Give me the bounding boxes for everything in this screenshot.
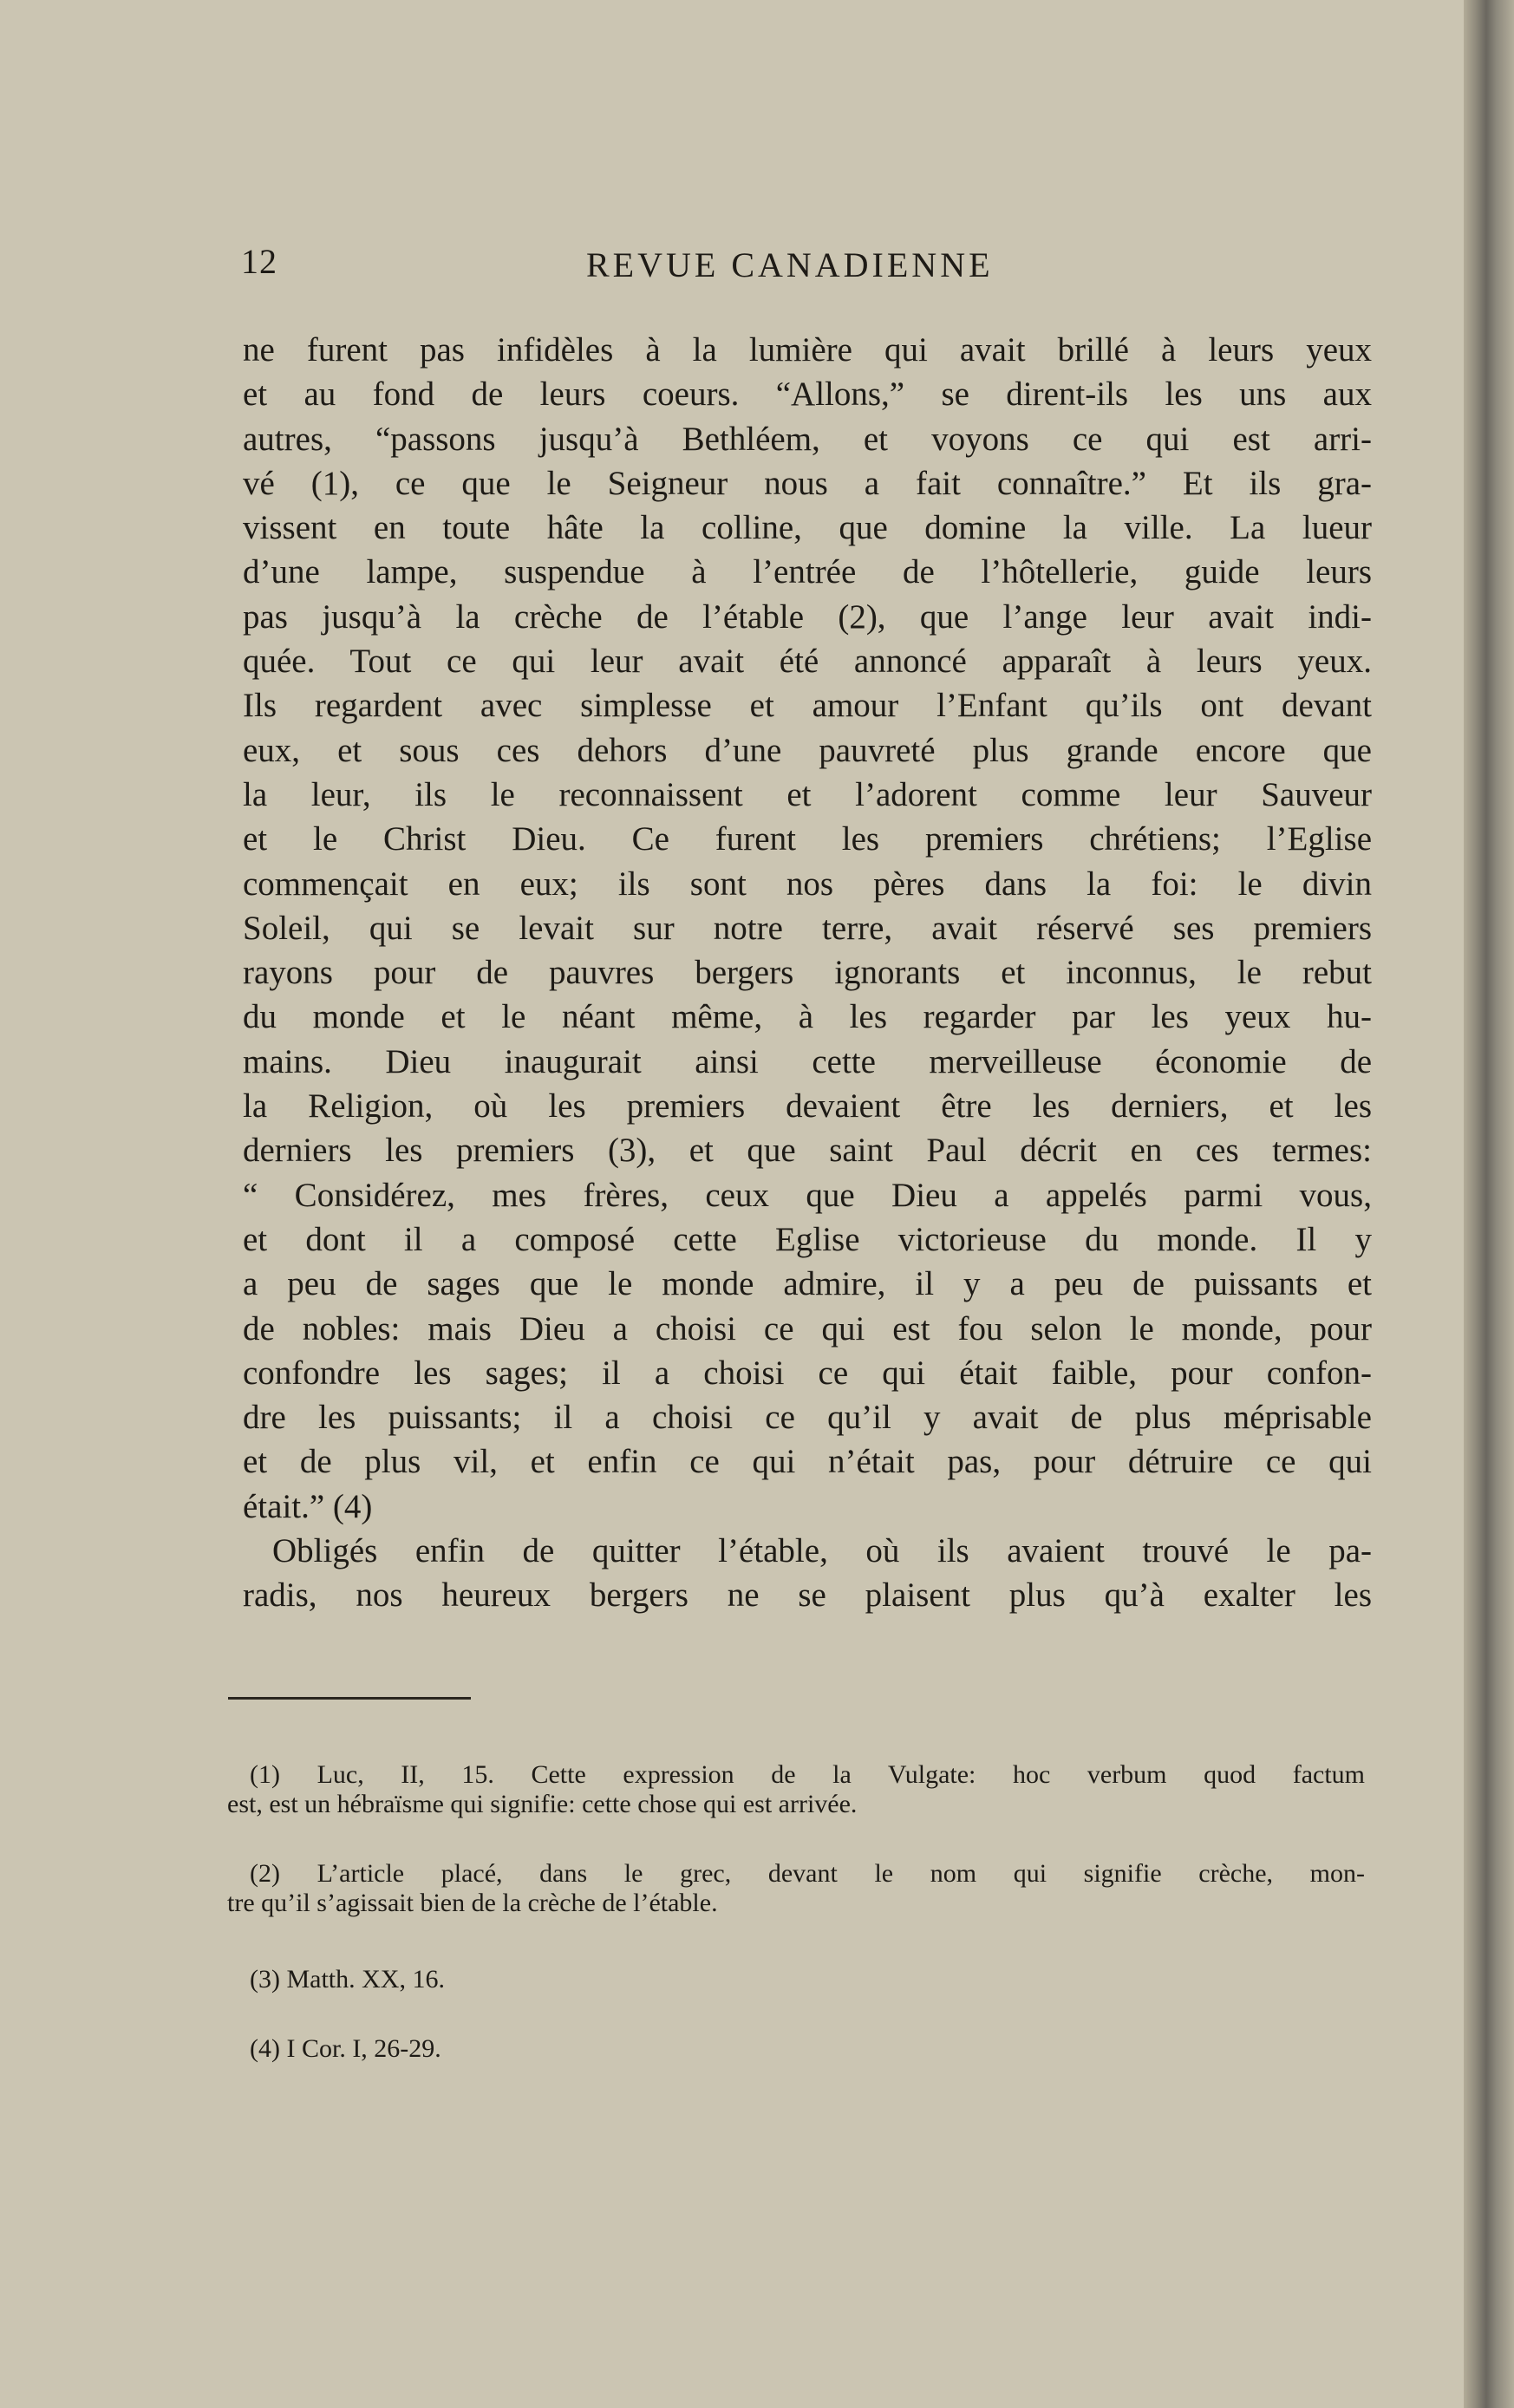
body-text xyxy=(243,328,1372,1618)
body-line: pas jusqu’à la crèche de l’étable (2), que l’ange leur avait indi- xyxy=(243,597,1372,636)
body-line: ne furent pas infidèles à la lumière qui avait brillé à leurs yeux xyxy=(243,331,1372,369)
page-header xyxy=(241,241,1368,293)
body-line: derniers les premiers (3), et que saint Paul décrit en ces termes: xyxy=(243,1132,1372,1170)
footnote-rule xyxy=(228,1697,471,1700)
body-line: a peu de sages que le monde admire, il y a peu de puissants et xyxy=(243,1265,1372,1303)
body-line: du monde et le néant même, à les regarder par les yeux hu- xyxy=(243,998,1372,1036)
footnote-4: (4) I Cor. I, 26-29. xyxy=(250,2034,441,2063)
footnote-2: (2) L’article placé, dans le grec, devant le nom qui signifie crèche, mon- xyxy=(250,1859,1365,1888)
body-line: “ Considérez, mes frères, ceux que Dieu a appelés parmi vous, xyxy=(243,1176,1372,1214)
body-line: vissent en toute hâte la colline, que domine la ville. La lueur xyxy=(243,509,1372,547)
body-line: de nobles: mais Dieu a choisi ce qui est fou selon le monde, pour xyxy=(243,1309,1372,1348)
body-line: d’une lampe, suspendue à l’entrée de l’hôtellerie, guide leurs xyxy=(243,553,1372,591)
body-line: et le Christ Dieu. Ce furent les premiers chrétiens; l’Eglise xyxy=(243,820,1372,858)
body-line: et de plus vil, et enfin ce qui n’était pas, pour détruire ce qui xyxy=(243,1443,1372,1481)
footnote-1: (1) Luc, II, 15. Cette expression de la Vulgate: hoc verbum quod factum xyxy=(250,1760,1365,1789)
body-line: autres, “passons jusqu’à Bethléem, et voyons ce qui est arri- xyxy=(243,420,1372,458)
page-number: 12 xyxy=(241,242,277,281)
body-line: Obligés enfin de quitter l’étable, où ils avaient trouvé le pa- xyxy=(272,1532,1372,1570)
body-line: Ils regardent avec simplesse et amour l’Enfant qu’ils ont devant xyxy=(243,687,1372,725)
footnotes xyxy=(227,1760,1365,2064)
body-line: vé (1), ce que le Seigneur nous a fait connaître.” Et ils gra- xyxy=(243,464,1372,502)
body-line: quée. Tout ce qui leur avait été annoncé apparaît à leurs yeux. xyxy=(243,643,1372,681)
body-line: était.” (4) xyxy=(243,1487,373,1525)
body-line: rayons pour de pauvres bergers ignorants et inconnus, le rebut xyxy=(243,954,1372,992)
page-edge-shadow xyxy=(1464,0,1514,2408)
body-line: eux, et sous ces dehors d’une pauvreté plus grande encore que xyxy=(243,731,1372,769)
body-line: radis, nos heureux bergers ne se plaisent plus qu’à exalter les xyxy=(243,1576,1372,1615)
body-line: la leur, ils le reconnaissent et l’adorent comme leur Sauveur xyxy=(243,775,1372,813)
footnote-3: (3) Matth. XX, 16. xyxy=(250,1965,445,1994)
body-line: et dont il a composé cette Eglise victorieuse du monde. Il y xyxy=(243,1220,1372,1258)
footnote-2-continued: tre qu’il s’agissait bien de la crèche de l’étable. xyxy=(227,1889,718,1917)
footnote-1-continued: est, est un hébraïsme qui signifie: cette chose qui est arrivée. xyxy=(227,1790,858,1818)
running-head: REVUE CANADIENNE xyxy=(586,245,994,284)
body-line: et au fond de leurs coeurs. “Allons,” se dirent-ils les uns aux xyxy=(243,375,1372,414)
body-line: confondre les sages; il a choisi ce qui était faible, pour confon- xyxy=(243,1354,1372,1392)
body-line: commençait en eux; ils sont nos pères dans la foi: le divin xyxy=(243,865,1372,903)
body-line: Soleil, qui se levait sur notre terre, avait réservé ses premiers xyxy=(243,909,1372,947)
body-line: la Religion, où les premiers devaient être les derniers, et les xyxy=(243,1087,1372,1126)
body-line: dre les puissants; il a choisi ce qu’il y avait de plus méprisable xyxy=(243,1399,1372,1437)
body-line: mains. Dieu inaugurait ainsi cette merveilleuse économie de xyxy=(243,1042,1372,1080)
